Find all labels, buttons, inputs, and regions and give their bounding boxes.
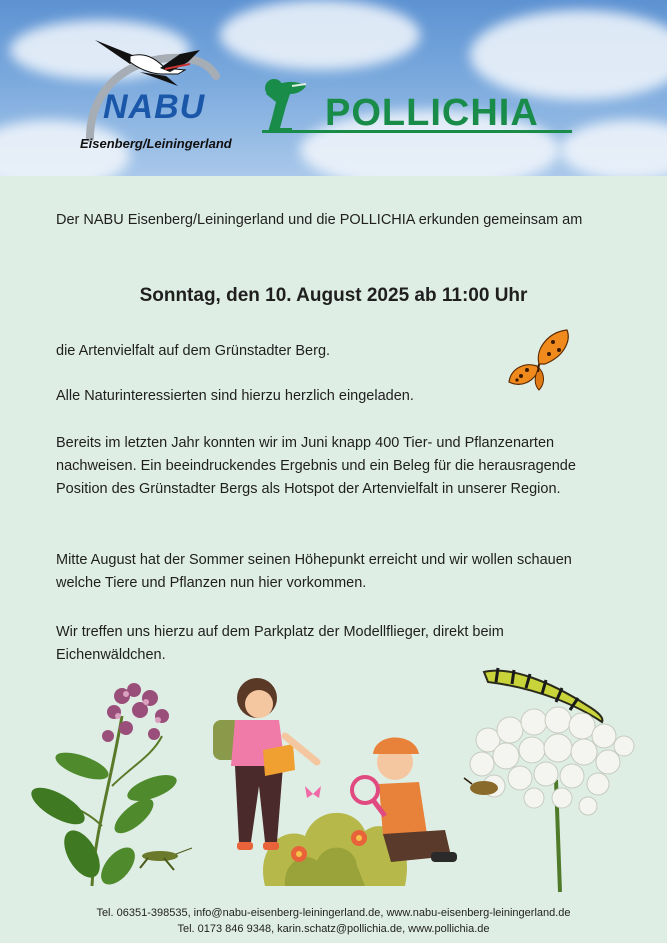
paragraph-august: Mitte August hat der Sommer seinen Höhepunkt erreicht und wir wollen schauen welche Tiere und Pflanzen nun hier vorkommen. bbox=[56, 552, 572, 591]
footer-contact-nabu: Tel. 06351-398535, info@nabu-eisenberg-leiningerland.de, www.nabu-eisenberg-leiningerland.de bbox=[96, 907, 571, 919]
grasshopper-icon bbox=[140, 848, 192, 870]
pollichia-wordmark: POLLICHIA bbox=[325, 92, 539, 134]
event-date-headline: Sonntag, den 10. August 2025 ab 11:00 Uhr bbox=[139, 285, 528, 306]
paragraph-invitation: Alle Naturinteressierten sind hierzu herzlich eingeladen. bbox=[56, 388, 414, 404]
nabu-region-label: Eisenberg/Leiningerland bbox=[80, 136, 232, 151]
contact-footer bbox=[0, 905, 667, 937]
paragraph-meeting-point: Wir treffen uns hierzu auf dem Parkplatz der Modellflieger, direkt beim Eichenwäldchen. bbox=[56, 624, 504, 663]
intro-text: Der NABU Eisenberg/Leiningerland und die POLLICHIA erkunden gemeinsam am bbox=[56, 212, 583, 228]
oregano-plant-illustration bbox=[22, 676, 192, 896]
footer-contact-pollichia: Tel. 0173 846 9348, karin.schatz@pollichia.de, www.pollichia.de bbox=[177, 923, 490, 935]
nabu-wordmark: NABU bbox=[103, 88, 206, 126]
wild-carrot-illustration bbox=[458, 660, 642, 896]
butterfly-icon bbox=[505, 328, 575, 392]
sky-header bbox=[0, 0, 667, 176]
children-exploring-illustration bbox=[195, 666, 465, 888]
paragraph-last-year: Bereits im letzten Jahr konnten wir im Juni knapp 400 Tier- und Pflanzenarten nachweisen. Ein beeindruckendes Ergebnis und ein Beleg für die herausragende Position des Grünstadter Bergs als Hotspot der Artenvielfalt in unserer Region. bbox=[56, 435, 576, 497]
paragraph-purpose: die Artenvielfalt auf dem Grünstadter Berg. bbox=[56, 343, 331, 359]
